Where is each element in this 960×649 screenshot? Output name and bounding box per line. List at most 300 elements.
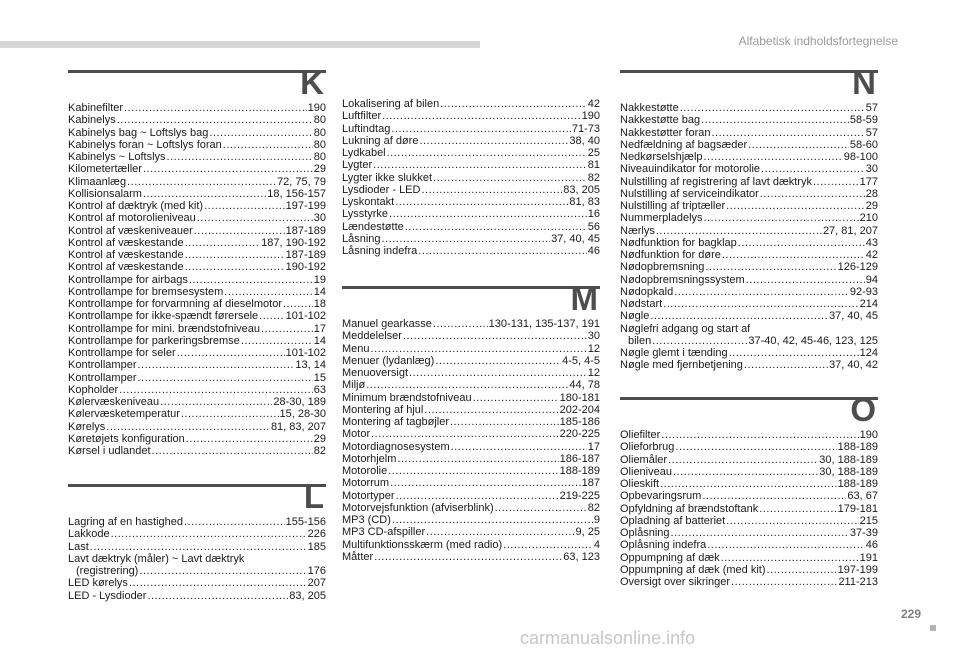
index-entry-pages: 81 — [587, 159, 600, 172]
dot-leader — [90, 541, 307, 553]
index-entry — [68, 347, 326, 359]
section-rule — [342, 286, 600, 289]
index-entry-pages: 28 — [865, 187, 878, 200]
section-m — [342, 280, 600, 563]
index-entry-pages: 42 — [865, 249, 878, 261]
dot-leader — [143, 188, 266, 200]
index-entry-pages: 27, 81, 207 — [822, 224, 878, 237]
index-entry — [68, 127, 326, 139]
index-entry-text: Nøgle — [620, 310, 650, 323]
index-entry — [620, 454, 878, 466]
dot-leader — [759, 503, 836, 515]
index-entry — [620, 552, 878, 564]
index-entry-text: Kontrollamper — [68, 371, 137, 384]
dot-leader — [152, 445, 313, 457]
dot-leader — [704, 151, 843, 163]
index-entry — [342, 465, 600, 477]
section-header-n — [620, 64, 878, 101]
index-entry — [68, 139, 326, 151]
dot-leader — [137, 372, 312, 384]
index-entry-text: Menuer (lydanlæg) — [342, 354, 435, 367]
index-entry — [620, 576, 878, 588]
index-entry-pages: 44, 78 — [569, 379, 600, 392]
index-entry-pages: 56 — [587, 220, 600, 233]
index-entry-pages: 57 — [865, 126, 878, 139]
index-entry — [342, 416, 600, 428]
dot-leader — [185, 249, 285, 261]
index-entry — [342, 428, 600, 440]
index-entry — [68, 114, 326, 126]
index-entry-text: Nakkestøtte — [620, 102, 679, 114]
dot-leader — [117, 114, 313, 126]
index-entry-text: Kopholder — [68, 383, 119, 396]
index-entry-text: Nødopbremsning — [620, 261, 705, 274]
dot-leader — [660, 478, 837, 490]
index-entry-pages: 19 — [313, 273, 326, 286]
index-entry — [342, 355, 600, 367]
index-entry-text: Menuoversigt — [342, 367, 409, 379]
page-number: 229 — [901, 607, 922, 621]
section-k — [68, 64, 326, 457]
dot-leader — [744, 359, 828, 371]
dot-leader — [661, 429, 858, 441]
index-entry-pages: 207 — [307, 577, 326, 590]
index-entry — [342, 233, 600, 245]
index-entry-text: Opbevaringsrum — [620, 490, 702, 503]
index-entry — [620, 114, 878, 126]
dot-leader — [675, 441, 836, 453]
index-entry-text: Kilometertæller — [68, 163, 142, 176]
index-entry-pages: 124 — [859, 347, 878, 359]
index-entry — [68, 212, 326, 224]
index-entry-pages: 71-73 — [571, 122, 600, 135]
index-entry-text: Olieforbrug — [620, 441, 675, 454]
index-entry-text: Lysdioder - LED — [342, 183, 421, 196]
page-header-title: Alfabetisk indholdsfortegnelse — [738, 34, 898, 48]
index-entry-pages: 190 — [859, 429, 878, 441]
index-entry — [68, 408, 326, 420]
index-entry-pages: 63, 67 — [847, 490, 878, 503]
dot-leader — [124, 102, 307, 114]
index-entry-pages: 83, 205 — [563, 183, 600, 196]
index-entry-text: Kabinelys — [68, 114, 116, 127]
index-entry — [620, 237, 878, 249]
index-entry — [68, 310, 326, 322]
section-letter-n: N — [852, 64, 876, 101]
dot-leader — [421, 184, 562, 196]
index-entry-text: Motorhjelm — [342, 452, 397, 465]
index-entry-text: Lagring af en hastighed — [68, 516, 183, 528]
index-entry — [620, 139, 878, 151]
index-entry — [620, 347, 878, 359]
index-entry — [68, 577, 326, 589]
index-entry-pages: 29 — [313, 432, 326, 445]
index-entry-text: Nødopbremsningssystem — [620, 273, 745, 286]
index-entry — [68, 384, 326, 396]
index-entry-text: Kabinelys bag ~ Loftslys bag — [68, 126, 209, 139]
section-l — [68, 478, 326, 602]
index-entry-pages: 191 — [859, 551, 878, 564]
dot-leader — [224, 286, 312, 298]
index-entry-pages: 80 — [313, 126, 326, 139]
index-entry-pages: 12 — [587, 342, 600, 355]
dot-leader — [137, 359, 294, 371]
index-entry-text: Nulstilling af serviceindikator — [620, 187, 759, 200]
dot-leader — [419, 135, 568, 147]
index-entry-text: Lukning af døre — [342, 134, 419, 147]
index-entry-text: Nedkørselshjælp — [620, 151, 703, 163]
dot-leader — [189, 274, 313, 286]
index-entry — [620, 102, 878, 114]
dot-leader — [746, 274, 865, 286]
index-entry-text: Måtter — [342, 550, 374, 563]
index-entry — [68, 335, 326, 347]
index-entry-text: Kørelys — [68, 420, 106, 433]
index-entry — [342, 477, 600, 489]
index-entry-text: Kontrollampe for forvarmning af dieselmotor — [68, 298, 282, 310]
index-entry-text: Oliemåler — [620, 453, 668, 466]
index-entry-pages: 101-102 — [285, 310, 326, 323]
entry-list-m — [342, 318, 600, 563]
index-entry — [620, 527, 878, 539]
index-entry-text: Opfyldning af brændstoftank — [620, 502, 759, 515]
index-entry — [342, 147, 600, 159]
index-entry — [620, 429, 878, 441]
index-entry-pages: 58-60 — [849, 138, 878, 151]
index-entry-pages: 187-189 — [285, 224, 326, 237]
index-entry — [68, 188, 326, 200]
index-entry-text: Køretøjets konfiguration — [68, 432, 185, 445]
index-entry — [68, 396, 326, 408]
index-entry-text: Oplåsning — [620, 527, 670, 539]
index-entry-pages: 214 — [859, 298, 878, 310]
index-entry — [68, 225, 326, 237]
index-entry — [342, 551, 600, 563]
index-entry — [620, 188, 878, 200]
index-entry-pages: 30 — [587, 330, 600, 343]
index-entry — [342, 539, 600, 551]
index-entry-pages: 202-204 — [559, 403, 600, 416]
dot-leader — [261, 323, 313, 335]
index-entry-pages: 185 — [307, 540, 326, 553]
index-entry — [342, 392, 600, 404]
section-rule — [68, 484, 326, 487]
index-entry — [342, 330, 600, 342]
index-entry — [68, 286, 326, 298]
index-entry-text: Last — [68, 540, 89, 553]
index-entry-text: Kontrol af væskestande — [68, 236, 184, 249]
section-letter-m: M — [570, 280, 598, 317]
index-entry-pages: 220-225 — [559, 428, 600, 441]
index-entry — [342, 208, 600, 220]
entry-list-l-continued — [342, 98, 600, 257]
entry-list-n — [620, 102, 878, 372]
index-entry-text: LED kørelys — [68, 577, 128, 590]
index-entry — [68, 528, 326, 540]
index-entry-pages: 29 — [865, 200, 878, 212]
index-entry-text: Kontrollampe for bremsesystem — [68, 285, 224, 298]
index-entry-pages: 16 — [587, 208, 600, 221]
dot-leader — [106, 421, 270, 433]
index-entry-text: Nødstart — [620, 298, 663, 310]
index-entry — [68, 372, 326, 384]
index-entry-text: Minimum brændstofniveau — [342, 391, 472, 404]
index-entry-text: Nakkestøtter foran — [620, 126, 711, 139]
index-entry — [620, 515, 878, 527]
index-entry-pages: 177 — [859, 175, 878, 188]
dot-leader — [473, 392, 559, 404]
section-o — [620, 391, 878, 588]
dot-leader — [435, 355, 561, 367]
dot-leader — [652, 335, 747, 347]
dot-leader — [204, 200, 285, 212]
index-entry-text: Låsning — [342, 232, 381, 245]
index-entry-text: Kabinelys ~ Loftslys — [68, 151, 166, 163]
index-entry-pages: 4 — [593, 538, 600, 551]
index-entry-text: Miljø — [342, 379, 366, 392]
dot-leader — [177, 347, 285, 359]
index-entry-pages: 185-186 — [559, 416, 600, 428]
dot-leader — [748, 139, 849, 151]
dot-leader — [424, 404, 558, 416]
index-entry-pages: 155-156 — [285, 516, 326, 528]
index-entry-pages: 219-225 — [559, 489, 600, 502]
index-entry-text: Kontrollampe for seler — [68, 347, 176, 359]
index-entry-text: Oversigt over sikringer — [620, 576, 731, 588]
dot-leader — [726, 200, 865, 212]
index-entry-pages: 37, 40, 45 — [551, 232, 600, 245]
index-entry-pages: 18 — [313, 298, 326, 310]
index-entry — [68, 261, 326, 273]
index-entry-text: Kølervæsketemperatur — [68, 408, 180, 421]
index-entry — [342, 502, 600, 514]
section-header-o — [620, 391, 878, 428]
index-entry — [342, 245, 600, 257]
index-entry — [620, 310, 878, 322]
index-entry — [68, 590, 326, 602]
index-entry-text: Olieniveau — [620, 465, 672, 478]
index-entry-text: Kontrollampe for ikke-spændt førersele — [68, 310, 259, 323]
section-letter-k: K — [300, 64, 324, 101]
index-entry-pages: 17 — [313, 322, 326, 335]
index-entry — [342, 159, 600, 171]
index-entry-pages: 37, 40, 45 — [829, 310, 878, 323]
dot-leader — [119, 384, 313, 396]
index-entry-pages: 176 — [307, 565, 326, 577]
dot-leader — [656, 225, 822, 237]
index-entry-pages: 126-129 — [837, 261, 878, 274]
index-entry-pages: 188-189 — [837, 441, 878, 454]
index-entry-text: Kontrollampe for parkeringsbremse — [68, 334, 240, 347]
index-entry-pages: 15, 28-30 — [279, 408, 326, 421]
index-entry-pages: 30, 188-189 — [819, 453, 878, 466]
index-entry-pages: 80 — [313, 151, 326, 163]
dot-leader — [147, 590, 288, 602]
dot-leader — [673, 466, 818, 478]
index-entry — [620, 478, 878, 490]
index-entry — [342, 379, 600, 391]
dot-leader — [139, 565, 306, 577]
section-l-continued — [342, 98, 600, 257]
index-entry-text: MP3 (CD) — [342, 514, 391, 526]
dot-leader — [167, 151, 313, 163]
dot-leader — [668, 454, 818, 466]
section-header-l — [68, 478, 326, 515]
dot-leader — [704, 212, 859, 224]
dot-leader — [663, 298, 858, 310]
index-entry-text: Lakkode — [68, 528, 110, 541]
index-entry-text: Luftfilter — [342, 110, 382, 123]
index-entry-pages: 210 — [859, 212, 878, 225]
index-entry — [620, 466, 878, 478]
index-entry-text: Kollisionsalarm — [68, 187, 142, 200]
dot-leader — [403, 330, 587, 342]
entry-list-o — [620, 429, 878, 588]
index-entry — [342, 172, 600, 184]
index-entry — [68, 359, 326, 371]
dot-leader — [387, 147, 587, 159]
index-entry-pages: 180-181 — [559, 391, 600, 404]
dot-leader — [185, 261, 285, 273]
index-entry-pages: 30 — [313, 212, 326, 225]
index-entry-text: Kontrol af motorolieniveau — [68, 212, 196, 225]
index-entry-text: Kontrol af væskeniveauer — [68, 224, 193, 237]
index-entry-text: Motordiagnosesystem — [342, 440, 450, 453]
dot-leader — [722, 249, 865, 261]
index-entry-text: Nøglefri adgang og start af — [620, 322, 751, 335]
index-entry-pages: 226 — [307, 528, 326, 541]
index-entry-pages: 187-189 — [285, 249, 326, 261]
index-entry-text: Oppumpning af dæk (med kit) — [620, 563, 766, 576]
index-entry — [68, 445, 326, 457]
dot-leader — [185, 237, 261, 249]
dot-leader — [761, 163, 865, 175]
index-entry-text: Olieskift — [620, 478, 660, 490]
dot-leader — [418, 245, 587, 257]
index-entry-text: Oppumpning af dæk — [620, 551, 720, 564]
index-entry-text: Nøgle med fjernbetjening — [620, 359, 743, 372]
index-entry-pages: 12 — [587, 367, 600, 379]
index-entry — [620, 564, 878, 576]
index-entry-text: Menu — [342, 342, 370, 355]
index-entry-pages: 190 — [307, 102, 326, 114]
index-entry-text: Lysstyrke — [342, 208, 389, 221]
dot-leader — [382, 110, 581, 122]
index-entry-text: Motor — [342, 428, 371, 441]
index-entry-text: Lavt dæktryk (måler) ~ Lavt dæktryk — [68, 552, 245, 565]
index-entry-pages: 72, 75, 79 — [277, 175, 326, 188]
index-entry-pages: 46 — [587, 245, 600, 257]
index-entry-pages: 37-39 — [849, 527, 878, 539]
dot-leader — [390, 477, 581, 489]
dot-leader — [451, 441, 587, 453]
index-entry-pages: 9 — [593, 514, 600, 526]
index-entry — [342, 514, 600, 526]
index-entry-text: Kabinelys foran ~ Loftslys foran — [68, 138, 222, 151]
index-entry-pages: 101-102 — [285, 347, 326, 359]
index-entry-text: Lyskontakt — [342, 196, 395, 208]
dot-leader — [440, 98, 587, 110]
dot-leader — [374, 551, 562, 563]
index-entry-pages: 98-100 — [843, 151, 878, 163]
index-entry-pages: 197-199 — [837, 563, 878, 576]
index-entry-pages: 13, 14 — [295, 359, 326, 372]
dot-leader — [702, 490, 846, 502]
index-entry-text: LED - Lysdioder — [68, 589, 147, 602]
dot-leader — [194, 225, 285, 237]
dot-leader — [371, 428, 559, 440]
dot-leader — [396, 490, 559, 502]
dot-leader — [674, 286, 849, 298]
dot-leader — [223, 139, 313, 151]
index-entry-text: Nødfunktion for døre — [620, 249, 721, 261]
dot-leader — [433, 318, 488, 330]
index-entry-pages: 63, 123 — [563, 550, 600, 563]
index-entry — [620, 127, 878, 139]
index-entry-pages: 37, 40, 42 — [829, 359, 878, 372]
index-entry — [620, 286, 878, 298]
index-entry — [342, 490, 600, 502]
dot-leader — [127, 176, 276, 188]
index-entry-pages: 30, 188-189 — [819, 465, 878, 478]
index-entry-text: Kontrol af væskestande — [68, 249, 184, 261]
dot-leader — [726, 515, 858, 527]
index-entry-pages: 82 — [587, 171, 600, 184]
index-entry — [342, 367, 600, 379]
dot-leader — [391, 123, 571, 135]
index-entry — [68, 163, 326, 175]
header-bar — [0, 41, 480, 48]
dot-leader — [721, 552, 859, 564]
index-entry-text: Nærlys — [620, 224, 655, 237]
index-entry-text: Nummerpladelys — [620, 212, 703, 225]
section-header-k — [68, 64, 326, 101]
section-rule — [620, 70, 878, 73]
index-entry-text: Niveauindikator for motorolie — [620, 163, 761, 176]
index-entry-pages: 17 — [587, 440, 600, 453]
index-entry — [68, 541, 326, 553]
index-entry-text: Kontrollamper — [68, 359, 137, 372]
entry-list-k — [68, 102, 326, 457]
dot-leader — [241, 335, 313, 347]
index-entry-pages: 15 — [313, 371, 326, 384]
index-entry-text: Motorrum — [342, 477, 390, 490]
section-n — [620, 64, 878, 372]
index-entry — [68, 274, 326, 286]
index-entry-pages: 14 — [313, 334, 326, 347]
dot-leader — [388, 465, 558, 477]
index-entry-pages: 42 — [587, 98, 600, 110]
index-entry-text: Motortyper — [342, 489, 395, 502]
index-entry-pages: 4-5, 4-5 — [562, 354, 600, 367]
dot-leader — [184, 516, 285, 528]
index-entry-pages: 92-93 — [849, 285, 878, 298]
index-entry — [68, 298, 326, 310]
index-entry — [342, 196, 600, 208]
index-entry — [342, 135, 600, 147]
dot-leader — [738, 237, 865, 249]
index-entry-text: Opladning af batteriet — [620, 514, 726, 527]
index-entry — [68, 323, 326, 335]
index-entry — [620, 539, 878, 551]
index-entry-pages: 188-189 — [559, 465, 600, 477]
dot-leader — [373, 159, 587, 171]
index-entry-text: Klimaanlæg — [68, 175, 127, 188]
index-entry-pages: 94 — [865, 273, 878, 286]
index-entry-pages: 30 — [865, 163, 878, 176]
index-entry-text: MP3 CD-afspiller — [342, 526, 426, 539]
index-entry — [620, 274, 878, 286]
